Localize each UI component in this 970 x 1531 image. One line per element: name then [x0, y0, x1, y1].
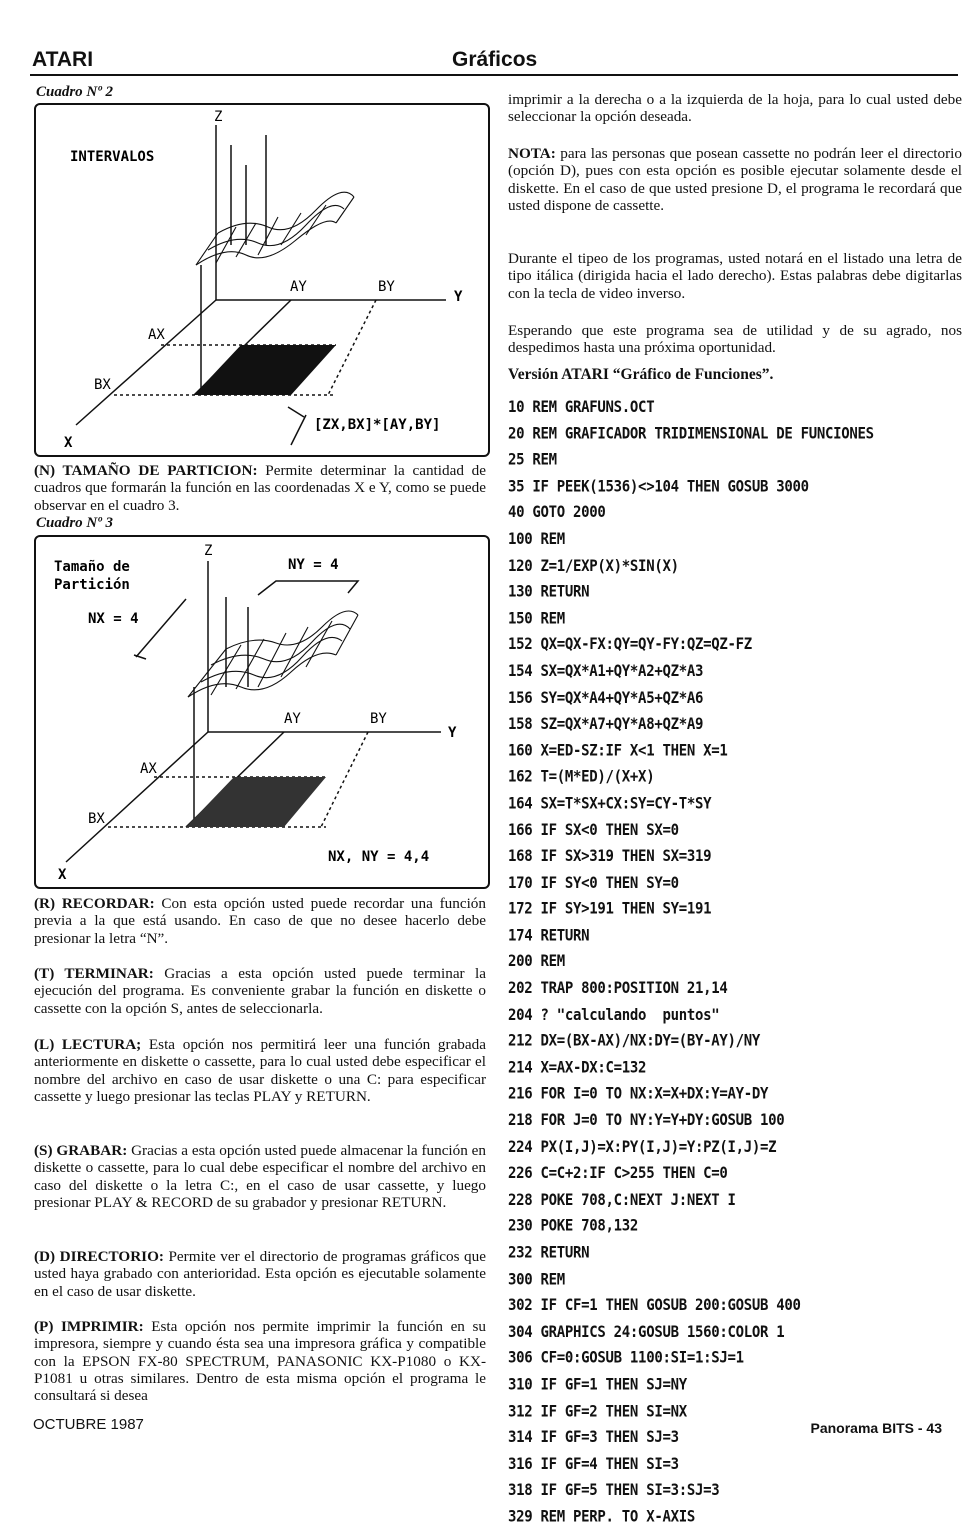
figure2-label-by: BY: [378, 279, 395, 295]
code-line: 214 X=AX-DX:C=132: [508, 1058, 647, 1077]
code-line: 10 REM GRAFUNS.OCT: [508, 398, 655, 417]
code-line: 224 PX(I,J)=X:PY(I,J)=Y:PZ(I,J)=Z: [508, 1138, 777, 1157]
paragraph-tamano-particion: (N) TAMAÑO DE PARTICION: Permite determinar la cantidad de cuadros que formarán la función en las coordenadas X e Y, como se puede observar en el cuadro 3.: [34, 462, 486, 514]
code-line: 40 GOTO 2000: [508, 504, 606, 522]
code-line: 158 SZ=QX*A7+QY*A8+QZ*A9: [508, 715, 704, 734]
code-line: 202 TRAP 800:POSITION 21,14: [508, 979, 728, 998]
code-line: 156 SY=QX*A4+QY*A5+QZ*A6: [508, 689, 704, 707]
code-line: 329 REM PERP. TO X-AXIS: [508, 1508, 695, 1527]
figure3-label-nxny: NX, NY = 4,4: [328, 849, 430, 865]
paragraph-imprimir: (P) IMPRIMIR: Esta opción nos permite imprimir la función en su impresora, siempre y cuando ésta sea una impresora gráfica y compatible con la EPSON FX-80 SPECTRUM, PANASONIC KX-P1080 o KX-P1081 u otras similares. Dentro de esta misma opción el programa le consultará si desea: [34, 1318, 486, 1405]
figure3-label-ax: AX: [140, 761, 157, 777]
figure2-label-ay: AY: [290, 279, 307, 295]
figure3-label-bx: BX: [88, 811, 105, 827]
code-line: 168 IF SX>319 THEN SX=319: [508, 847, 712, 866]
footer-date: OCTUBRE 1987: [33, 1416, 144, 1433]
code-line: 314 IF GF=3 THEN SJ=3: [508, 1428, 679, 1447]
code-line: 218 FOR J=0 TO NY:Y=Y+DY:GOSUB 100: [508, 1111, 785, 1130]
code-line: 316 IF GF=4 THEN SI=3: [508, 1455, 679, 1474]
figure3-label-ay: AY: [284, 711, 301, 727]
code-line: 310 IF GF=1 THEN SJ=NY: [508, 1376, 687, 1395]
code-line: 174 RETURN: [508, 926, 590, 945]
figure2-surface-mesh: [196, 192, 354, 265]
code-line: 228 POKE 708,C:NEXT J:NEXT I: [508, 1191, 736, 1210]
footer-page-number: Panorama BITS - 43: [810, 1420, 942, 1436]
figure3-surface-mesh: [188, 611, 358, 697]
figure2-label-ax: AX: [148, 327, 165, 343]
figure2-label-bx: BX: [94, 377, 111, 393]
code-line: 230 POKE 708,132: [508, 1217, 639, 1236]
code-line: 166 IF SX<0 THEN SX=0: [508, 821, 679, 840]
code-line: 164 SX=T*SX+CX:SY=CY-T*SY: [508, 794, 712, 813]
figure3-axis-y: Y: [448, 725, 457, 741]
code-line: 100 REM: [508, 530, 565, 549]
figure2-axis-x: X: [64, 435, 73, 451]
figure3-label-ny: NY = 4: [288, 557, 339, 573]
figure3-title-line1: Tamaño de: [54, 559, 130, 575]
code-line: 204 ? "calculando puntos": [508, 1006, 720, 1025]
figure2-formula: [ZX,BX]*[AY,BY]: [314, 417, 441, 433]
code-line: 20 REM GRAFICADOR TRIDIMENSIONAL DE FUNCIONES: [508, 424, 874, 443]
code-line: 170 IF SY<0 THEN SY=0: [508, 874, 679, 892]
figure2-caption: Cuadro Nº 2: [36, 84, 114, 100]
figure2-shaded-region: [194, 345, 336, 395]
header-page-title: Gráficos: [452, 48, 538, 71]
header-rule: [30, 74, 958, 76]
code-line: 25 REM: [508, 451, 557, 470]
figure3-caption: Cuadro Nº 3: [36, 515, 114, 531]
code-line: 304 GRAPHICS 24:GOSUB 1560:COLOR 1: [508, 1323, 785, 1342]
code-line: 306 CF=0:GOSUB 1100:SI=1:SJ=1: [508, 1349, 744, 1368]
code-line: 130 RETURN: [508, 583, 590, 602]
code-line: 162 T=(M*ED)/(X+X): [508, 768, 655, 787]
code-line: 212 DX=(BX-AX)/NX:DY=(BY-AY)/NY: [508, 1032, 760, 1051]
code-line: 312 IF GF=2 THEN SI=NX: [508, 1402, 687, 1421]
figure2-axis-z: Z: [214, 109, 223, 125]
paragraph-nota: NOTA: para las personas que posean cassette no podrán leer el directorio (opción D), pues con esta opción es posible ejecutar solamente desde el diskette. En el caso de que usted presione D, el programa le recordará que usted dispone de cassette.: [508, 145, 962, 214]
code-line: 150 REM: [508, 609, 565, 628]
code-line: 300 REM: [508, 1270, 565, 1289]
version-title: Versión ATARI “Gráfico de Funciones”.: [508, 366, 774, 383]
code-line: 152 QX=QX-FX:QY=QY-FY:QZ=QZ-FZ: [508, 636, 752, 655]
code-line: 216 FOR I=0 TO NX:X=X+DX:Y=AY-DY: [508, 1085, 769, 1104]
figure2-diagram: [34, 103, 490, 457]
figure3-shaded-region: [186, 777, 326, 827]
paragraph-grabar: (S) GRABAR: Gracias a esta opción usted puede almacenar la función en diskette o cassette, para lo cual debe especificar el nombre del archivo en caso del diskette o la letra C:, en el caso de usar cassette, y luego presionar PLAY & RECORD de su grabador y presionar RETURN.: [34, 1142, 486, 1211]
code-line: 226 C=C+2:IF C>255 THEN C=0: [508, 1164, 728, 1183]
figure3-diagram: [34, 535, 490, 889]
paragraph-imprimir-cont: imprimir a la derecha o a la izquierda de la hoja, para lo cual usted debe seleccionar la opción deseada.: [508, 91, 962, 126]
code-line: 232 RETURN: [508, 1243, 590, 1262]
code-line: 302 IF CF=1 THEN GOSUB 200:GOSUB 400: [508, 1296, 801, 1315]
figure3-axis-z: Z: [204, 543, 213, 559]
paragraph-directorio: (D) DIRECTORIO: Permite ver el directorio de programas gráficos que usted haya grabado con anterioridad. Esta opción es ejecutable solamente en el caso de usar diskette.: [34, 1248, 486, 1300]
code-line: 35 IF PEEK(1536)<>104 THEN GOSUB 3000: [508, 477, 809, 496]
figure3-title-line2: Partición: [54, 577, 130, 593]
paragraph-terminar: (T) TERMINAR: Gracias a esta opción usted puede terminar la ejecución del programa. Es conveniente grabar la función en diskette o cassette con la opción S, antes de seleccionarla.: [34, 965, 486, 1017]
figure2-title: INTERVALOS: [70, 149, 155, 165]
header-section-label: ATARI: [32, 48, 94, 71]
basic-code-listing: [508, 395, 874, 1531]
paragraph-despedida: Esperando que este programa sea de utilidad y de su agrado, nos despedimos hasta una próxima oportunidad.: [508, 322, 962, 357]
code-line: 160 X=ED-SZ:IF X<1 THEN X=1: [508, 741, 728, 760]
paragraph-lectura: (L) LECTURA; Esta opción nos permitirá leer una función grabada anteriormente en diskette o cassette, para lo cual usted debe especificar el nombre del archivo en caso de usar diskette o una C: para especificar cassette y luego presionar las teclas PLAY y RETURN.: [34, 1036, 486, 1105]
code-line: 318 IF GF=5 THEN SI=3:SJ=3: [508, 1481, 720, 1500]
figure3-label-nx: NX = 4: [88, 611, 139, 627]
figure3-axis-x: X: [58, 867, 67, 883]
figure3-label-by: BY: [370, 711, 387, 727]
figure2-axis-y: Y: [454, 289, 463, 305]
code-line: 200 REM: [508, 953, 565, 972]
code-line: 120 Z=1/EXP(X)*SIN(X): [508, 556, 679, 575]
paragraph-tipeo: Durante el tipeo de los programas, usted notará en el listado una letra de tipo itálica (dirigida hacia el lado derecho). Estas palabras debe digitarlas con la tecla de video inverso.: [508, 250, 962, 302]
code-line: 172 IF SY>191 THEN SY=191: [508, 900, 712, 919]
paragraph-recordar: (R) RECORDAR: Con esta opción usted puede recordar una función previa a la que está usando. En caso de que no desee hacerlo debe presionar la letra “N”.: [34, 895, 486, 947]
code-line: 154 SX=QX*A1+QY*A2+QZ*A3: [508, 662, 704, 681]
